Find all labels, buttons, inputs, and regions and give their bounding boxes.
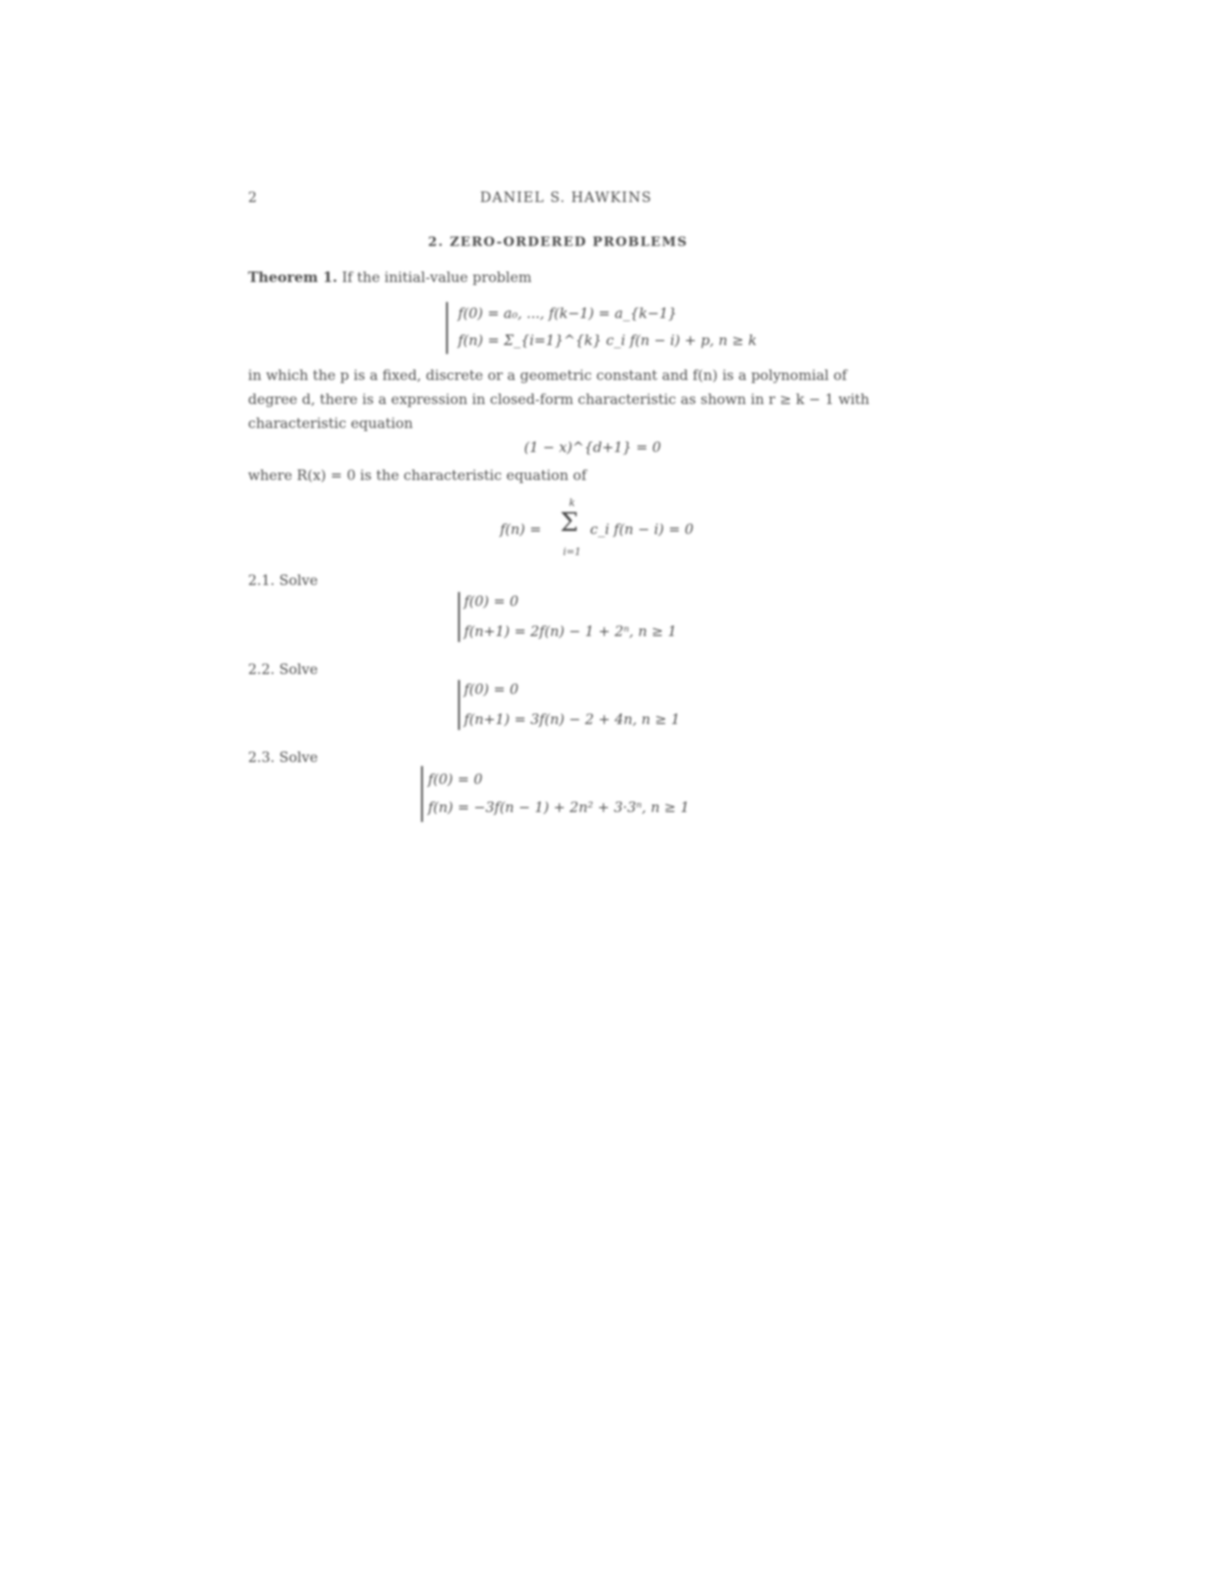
summation-sign: Σ [560,508,579,538]
theorem-eq-line-1: f(0) = a₀, ..., f(k−1) = a_{k−1} [458,306,677,322]
example-1-line-1: f(0) = 0 [464,594,519,610]
example-1-label: 2.1. Solve [248,573,318,589]
paragraph-line-2: degree d, there is a expression in closed-form characteristic as shown in r ≥ k − 1 with [248,392,870,408]
section-title: 2. ZERO-ORDERED PROBLEMS [428,235,688,250]
theorem-statement [248,270,532,286]
paragraph-line-1: in which the p is a fixed, discrete or a geometric constant and f(n) is a polynomial of [248,368,847,384]
theorem-label: Theorem 1. [248,270,338,286]
paragraph-line-3: characteristic equation [248,416,413,432]
sum-lower-limit: i=1 [563,547,581,558]
example-2-line-1: f(0) = 0 [464,682,519,698]
example-3-label: 2.3. Solve [248,750,318,766]
sum-eq-right: c_i f(n − i) = 0 [590,522,694,538]
equation-brace [446,302,448,354]
characteristic-equation: (1 − x)^{d+1} = 0 [524,440,662,456]
where-text: where R(x) = 0 is the characteristic equation of [248,468,587,484]
page-number: 2 [248,190,258,206]
sum-upper-limit: k [569,498,576,509]
example-3-brace [421,766,423,822]
theorem-intro: If the initial-value problem [341,270,532,286]
example-1-line-2: f(n+1) = 2f(n) − 1 + 2ⁿ, n ≥ 1 [464,624,677,640]
example-3-line-2: f(n) = −3f(n − 1) + 2n² + 3·3ⁿ, n ≥ 1 [428,800,690,816]
example-1-brace [458,592,460,642]
running-title: DANIEL S. HAWKINS [480,190,653,206]
theorem-eq-line-2: f(n) = Σ_{i=1}^{k} c_i f(n − i) + p, n ≥ k [458,333,757,349]
example-2-label: 2.2. Solve [248,662,318,678]
example-3-line-1: f(0) = 0 [428,772,483,788]
sum-eq-left: f(n) = [500,522,542,538]
example-2-line-2: f(n+1) = 3f(n) − 2 + 4n, n ≥ 1 [464,712,680,728]
example-2-brace [458,680,460,730]
